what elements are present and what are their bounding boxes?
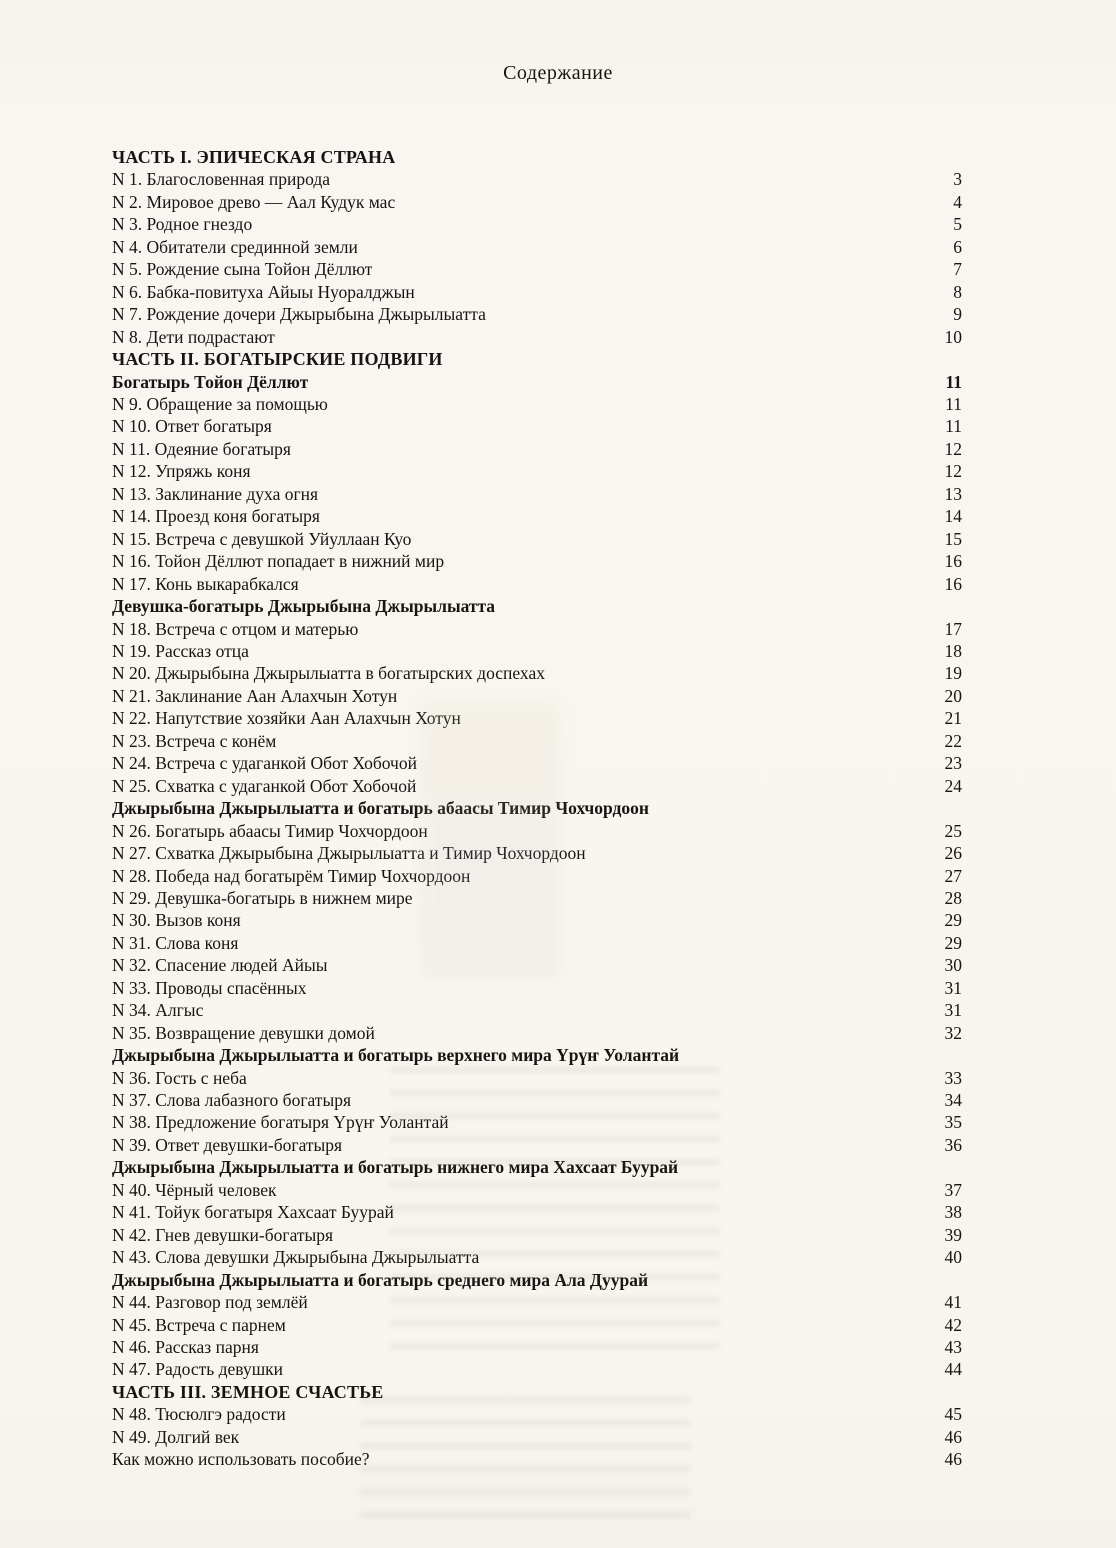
toc-entry — [112, 168, 962, 190]
toc-entry — [112, 460, 962, 482]
toc-entry-title: N 21. Заклинание Аан Алахчын Хотун — [112, 685, 398, 706]
toc-entry — [112, 1067, 962, 1089]
toc-entry-title: N 30. Вызов коня — [112, 910, 241, 931]
toc-entry — [112, 550, 962, 572]
toc-entry-page-number: 12 — [944, 461, 962, 482]
toc-entry-page-number: 11 — [945, 393, 962, 414]
toc-entry-title: N 45. Встреча с парнем — [112, 1314, 286, 1335]
toc-entry-page-number: 13 — [944, 483, 962, 504]
toc-entry-title: N 39. Ответ девушки-богатыря — [112, 1134, 343, 1155]
toc-section-heading — [112, 595, 962, 617]
toc-entry-title: N 11. Одеяние богатыря — [112, 438, 291, 459]
toc-entry — [112, 977, 962, 999]
toc-entry-page-number: 42 — [944, 1314, 962, 1335]
toc-entry-page-number: 23 — [944, 753, 962, 774]
toc-entry-page-number: 43 — [944, 1337, 962, 1358]
toc-entry — [112, 1134, 962, 1156]
toc-entry — [112, 415, 962, 437]
toc-entry-page-number: 41 — [944, 1292, 962, 1313]
toc-entry-title: Джырыбына Джырылыатта и богатырь абаасы Тимир Чохчордоон — [112, 798, 649, 819]
toc-entry-title: N 18. Встреча с отцом и матерью — [112, 618, 359, 639]
toc-entry-page-number: 5 — [953, 214, 962, 235]
toc-entry-title: N 1. Благословенная природа — [112, 169, 331, 190]
toc-entry — [112, 887, 962, 909]
toc-entry-page-number: 8 — [953, 281, 962, 302]
toc-entry-page-number: 4 — [953, 191, 962, 212]
toc-entry-page-number: 37 — [944, 1179, 962, 1200]
toc-entry-page-number: 18 — [944, 640, 962, 661]
toc-entry-page-number: 31 — [944, 1000, 962, 1021]
toc-entry-title: N 4. Обитатели срединной земли — [112, 236, 358, 257]
toc-entry — [112, 213, 962, 235]
toc-entry-title: N 41. Тойук богатыря Хахсаат Буурай — [112, 1202, 394, 1223]
toc-section-heading — [112, 1156, 962, 1178]
toc-entry — [112, 236, 962, 258]
toc-entry — [112, 1291, 962, 1313]
toc-entry-page-number: 46 — [944, 1426, 962, 1447]
toc-entry — [112, 752, 962, 774]
toc-entry-page-number: 21 — [944, 708, 962, 729]
toc-entry-page-number: 35 — [944, 1112, 962, 1133]
toc-entry — [112, 1089, 962, 1111]
toc-entry-title: N 19. Рассказ отца — [112, 640, 249, 661]
toc-entry-page-number: 38 — [944, 1202, 962, 1223]
toc-entry-title: N 8. Дети подрастают — [112, 326, 275, 347]
toc-entry-title: N 33. Проводы спасённых — [112, 977, 307, 998]
toc-entry-page-number: 3 — [953, 169, 962, 190]
toc-entry — [112, 438, 962, 460]
toc-entry — [112, 662, 962, 684]
toc-part-heading — [112, 1381, 962, 1403]
toc-entry-page-number: 36 — [944, 1134, 962, 1155]
toc-entry-page-number: 16 — [944, 551, 962, 572]
toc-entry-title: Джырыбына Джырылыатта и богатырь среднего мира Ала Дуурай — [112, 1269, 649, 1290]
toc-entry — [112, 1358, 962, 1380]
toc-entry — [112, 640, 962, 662]
toc-entry-page-number: 7 — [953, 259, 962, 280]
toc-entry-title: N 48. Тюсюлгэ радости — [112, 1404, 286, 1425]
toc-entry-title: Джырыбына Джырылыатта и богатырь верхнего мира Үрүҥ Уолантай — [112, 1045, 680, 1066]
toc-entry — [112, 1224, 962, 1246]
toc-entry — [112, 1314, 962, 1336]
toc-entry-title: N 26. Богатырь абаасы Тимир Чохчордоон — [112, 820, 428, 841]
toc-entry — [112, 1448, 962, 1470]
toc-entry-title: N 42. Гнев девушки-богатыря — [112, 1224, 334, 1245]
toc-entry-title: ЧАСТЬ II. БОГАТЫРСКИЕ ПОДВИГИ — [112, 349, 443, 370]
toc-entry — [112, 303, 962, 325]
toc-entry-title: N 38. Предложение богатыря Үрүҥ Уолантай — [112, 1112, 449, 1133]
toc-entry — [112, 775, 962, 797]
toc-entry — [112, 1201, 962, 1223]
toc-entry-title: N 20. Джырыбына Джырылыатта в богатырских доспехах — [112, 663, 545, 684]
toc-entry — [112, 258, 962, 280]
toc-entry-title: N 9. Обращение за помощью — [112, 393, 328, 414]
toc-entry-title: N 25. Схватка с удаганкой Обот Хобочой — [112, 775, 417, 796]
toc-entry-title: N 40. Чёрный человек — [112, 1179, 277, 1200]
toc-entry — [112, 707, 962, 729]
toc-entry — [112, 730, 962, 752]
toc-entry — [112, 528, 962, 550]
toc-entry-title: N 16. Тойон Дёллют попадает в нижний мир — [112, 551, 445, 572]
toc-entry — [112, 505, 962, 527]
toc-entry-title: N 12. Упряжь коня — [112, 461, 251, 482]
toc-entry-title: N 13. Заклинание духа огня — [112, 483, 319, 504]
toc-entry-title: Девушка-богатырь Джырыбына Джырылыатта — [112, 596, 496, 617]
toc-entry-title: N 15. Встреча с девушкой Уйуллаан Куо — [112, 528, 412, 549]
toc-entry-page-number: 12 — [944, 438, 962, 459]
toc-entry-page-number: 29 — [944, 932, 962, 953]
toc-entry — [112, 1246, 962, 1268]
toc-entry-title: N 17. Конь выкарабкался — [112, 573, 299, 594]
toc-entry — [112, 393, 962, 415]
toc-entry-page-number: 14 — [944, 506, 962, 527]
toc-entry-title: N 47. Радость девушки — [112, 1359, 284, 1380]
toc-entry-page-number: 16 — [944, 573, 962, 594]
toc-entry — [112, 281, 962, 303]
toc-section-heading — [112, 797, 962, 819]
toc-entry-page-number: 20 — [944, 685, 962, 706]
toc-entry — [112, 191, 962, 213]
toc-entry-page-number: 33 — [944, 1067, 962, 1088]
toc-section-heading — [112, 1044, 962, 1066]
toc-entry — [112, 820, 962, 842]
toc-entry-page-number: 22 — [944, 730, 962, 751]
toc-entry-page-number: 17 — [944, 618, 962, 639]
toc-entry — [112, 1022, 962, 1044]
toc-entry-page-number: 44 — [944, 1359, 962, 1380]
toc-entry-page-number: 28 — [944, 887, 962, 908]
toc-entry-title: Джырыбына Джырылыатта и богатырь нижнего мира Хахсаат Буурай — [112, 1157, 679, 1178]
toc-entry — [112, 909, 962, 931]
toc-entry-title: N 37. Слова лабазного богатыря — [112, 1090, 352, 1111]
toc-entry — [112, 1403, 962, 1425]
toc-part-heading — [112, 348, 962, 370]
toc-entry-title: N 3. Родное гнездо — [112, 214, 253, 235]
toc-entry-title: N 10. Ответ богатыря — [112, 416, 272, 437]
toc-entry-title: N 29. Девушка-богатырь в нижнем мире — [112, 887, 413, 908]
toc-entry — [112, 685, 962, 707]
toc-entry — [112, 573, 962, 595]
toc-entry — [112, 954, 962, 976]
toc-entry-page-number: 11 — [945, 371, 962, 392]
toc-entry-page-number: 39 — [944, 1224, 962, 1245]
toc-entry-title: N 36. Гость с неба — [112, 1067, 247, 1088]
toc-entry-title: Богатырь Тойон Дёллют — [112, 371, 309, 392]
toc-entry-page-number: 40 — [944, 1247, 962, 1268]
toc-entry — [112, 618, 962, 640]
toc-list — [112, 146, 962, 1471]
toc-entry-page-number: 11 — [945, 416, 962, 437]
toc-entry-page-number: 31 — [944, 977, 962, 998]
toc-entry — [112, 999, 962, 1021]
toc-entry — [112, 1179, 962, 1201]
toc-entry-page-number: 26 — [944, 843, 962, 864]
toc-entry-page-number: 46 — [944, 1449, 962, 1470]
toc-entry-title: N 44. Разговор под землёй — [112, 1292, 308, 1313]
toc-entry-page-number: 6 — [953, 236, 962, 257]
toc-entry-title: N 7. Рождение дочери Джырыбына Джырылыатта — [112, 304, 486, 325]
toc-entry-page-number: 32 — [944, 1022, 962, 1043]
toc-entry — [112, 1426, 962, 1448]
toc-entry-title: N 24. Встреча с удаганкой Обот Хобочой — [112, 753, 417, 774]
toc-entry-title: Как можно использовать пособие? — [112, 1449, 370, 1470]
toc-entry-page-number: 29 — [944, 910, 962, 931]
toc-entry — [112, 1111, 962, 1133]
toc-entry-page-number: 34 — [944, 1090, 962, 1111]
toc-entry-title: N 46. Рассказ парня — [112, 1337, 259, 1358]
toc-entry — [112, 865, 962, 887]
toc-entry-page-number: 15 — [944, 528, 962, 549]
toc-entry — [112, 1336, 962, 1358]
toc-entry — [112, 483, 962, 505]
toc-entry-page-number: 19 — [944, 663, 962, 684]
toc-entry-title: N 2. Мировое древо — Аал Кудук мас — [112, 191, 396, 212]
toc-entry-title: N 6. Бабка-повитуха Айыы Нуоралджын — [112, 281, 415, 302]
toc-entry-page-number: 30 — [944, 955, 962, 976]
toc-section-heading — [112, 1269, 962, 1291]
toc-entry-title: N 23. Встреча с конём — [112, 730, 277, 751]
toc-entry-title: N 49. Долгий век — [112, 1426, 240, 1447]
toc-entry — [112, 932, 962, 954]
toc-entry-title: ЧАСТЬ III. ЗЕМНОЕ СЧАСТЬЕ — [112, 1381, 384, 1402]
toc-entry-title: N 28. Победа над богатырём Тимир Чохчордоон — [112, 865, 471, 886]
toc-entry-page-number: 27 — [944, 865, 962, 886]
toc-section-heading — [112, 371, 962, 393]
toc-entry-title: N 5. Рождение сына Тойон Дёллют — [112, 259, 373, 280]
toc-entry-title: N 27. Схватка Джырыбына Джырылыатта и Тимир Чохчордоон — [112, 843, 586, 864]
page-title: Содержание — [503, 62, 613, 84]
toc-part-heading — [112, 146, 962, 168]
toc-entry-page-number: 25 — [944, 820, 962, 841]
toc-entry — [112, 842, 962, 864]
toc-entry-title: N 31. Слова коня — [112, 932, 239, 953]
toc-entry-page-number: 10 — [944, 326, 962, 347]
toc-entry-page-number: 24 — [944, 775, 962, 796]
toc-entry-title: ЧАСТЬ I. ЭПИЧЕСКАЯ СТРАНА — [112, 147, 396, 167]
toc-entry-page-number: 45 — [944, 1404, 962, 1425]
toc-entry — [112, 326, 962, 348]
toc-entry-title: N 35. Возвращение девушки домой — [112, 1022, 375, 1043]
toc-entry-page-number: 9 — [953, 304, 962, 325]
toc-entry-title: N 34. Алгыс — [112, 1000, 204, 1021]
toc-entry-title: N 32. Спасение людей Айыы — [112, 955, 328, 976]
toc-entry-title: N 43. Слова девушки Джырыбына Джырылыатта — [112, 1247, 480, 1268]
toc-entry-title: N 22. Напутствие хозяйки Аан Алахчын Хотун — [112, 708, 461, 729]
toc-entry-title: N 14. Проезд коня богатыря — [112, 506, 320, 527]
